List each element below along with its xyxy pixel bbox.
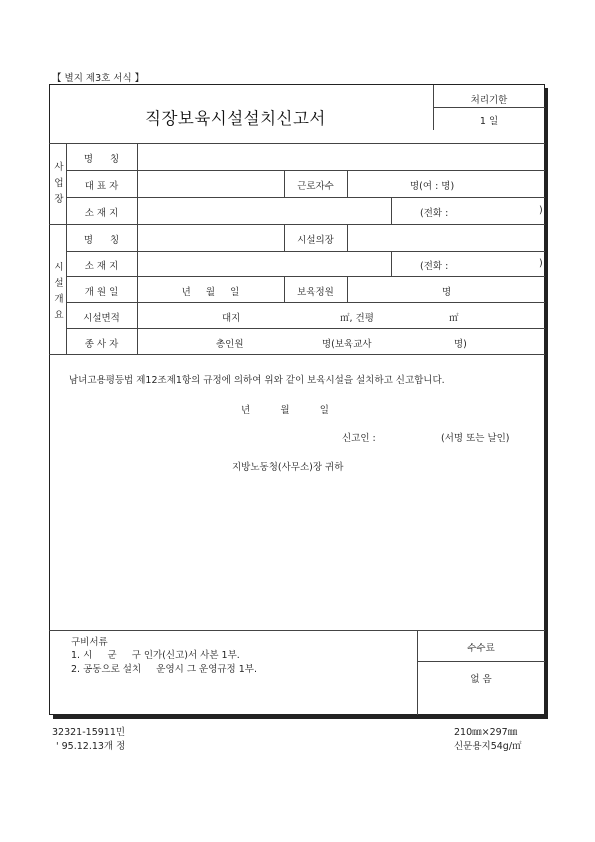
workplace-name-label: 명 칭 <box>83 154 120 165</box>
facility-capacity-value: 명 <box>442 287 452 298</box>
processing-label: 처리기한 <box>470 95 508 106</box>
facility-open-date-label: 개 원 일 <box>84 287 119 298</box>
declaration-statement: 남녀고용평등법 제12조제1항의 규정에 의하여 위와 같이 보육시설을 설치하고 신고합니다. <box>69 375 445 386</box>
frame-shadow-bottom <box>53 715 548 719</box>
facility-section-label: 시 설 개 요 <box>54 262 64 321</box>
facility-staff-close: 명) <box>454 339 467 350</box>
facility-name-label: 명 칭 <box>83 235 120 246</box>
workplace-rep-label: 대 표 자 <box>84 181 119 192</box>
workplace-section-label: 사 업 장 <box>54 162 64 205</box>
documents-item-1: 1. 시 군 구 인가(신고)서 사본 1부. <box>71 650 240 661</box>
page-title: 직장보육시설설치신고서 <box>145 109 326 128</box>
fee-label: 수수료 <box>467 643 495 654</box>
processing-value: 1 일 <box>479 116 499 127</box>
addressee: 지방노동청(사무소)장 귀하 <box>232 462 344 473</box>
documents-label: 구비서류 <box>71 637 108 648</box>
frame-shadow-right <box>545 88 548 719</box>
facility-staff-total: 총인원 <box>216 339 244 350</box>
facility-area-label: 시설면적 <box>83 313 120 324</box>
facility-area-land: 대지 <box>222 313 241 324</box>
facility-phone-close: ) <box>539 258 543 269</box>
workplace-phone-label: (전화 : <box>420 208 449 219</box>
footer-size: 210㎜×297㎜ <box>454 727 518 738</box>
form-label: 【 별지 제3호 서식 】 <box>52 73 145 84</box>
facility-address-label: 소 재 지 <box>84 261 119 272</box>
documents-item-2: 2. 공동으로 설치 운영시 그 운영규정 1부. <box>71 664 257 675</box>
facility-open-date-value: 년 월 일 <box>181 287 240 298</box>
workplace-phone-close: ) <box>539 205 543 216</box>
facility-head-label: 시설의장 <box>297 235 334 246</box>
facility-staff-teachers: 명(보육교사 <box>322 339 372 350</box>
footer-code: 32321-15911민 <box>52 727 126 738</box>
signature-label: (서명 또는 날인) <box>441 433 510 444</box>
fee-value: 없 음 <box>470 674 492 685</box>
facility-area-unit1: ㎡, 건평 <box>340 313 374 324</box>
facility-phone-label: (전화 : <box>420 261 449 272</box>
facility-staff-label: 종 사 자 <box>84 339 119 350</box>
workplace-address-label: 소 재 지 <box>84 208 119 219</box>
footer-approved: ' 95.12.13개 정 <box>56 741 126 752</box>
facility-area-unit2: ㎡ <box>449 313 459 324</box>
footer-paper: 신문용지54g/㎡ <box>454 741 522 752</box>
applicant-label: 신고인 : <box>342 433 376 444</box>
declaration-date: 년 월 일 <box>241 405 329 416</box>
facility-capacity-label: 보육정원 <box>297 287 334 298</box>
workplace-workers-label: 근로자수 <box>297 181 334 192</box>
workplace-workers-value: 명(여 : 명) <box>410 181 455 192</box>
